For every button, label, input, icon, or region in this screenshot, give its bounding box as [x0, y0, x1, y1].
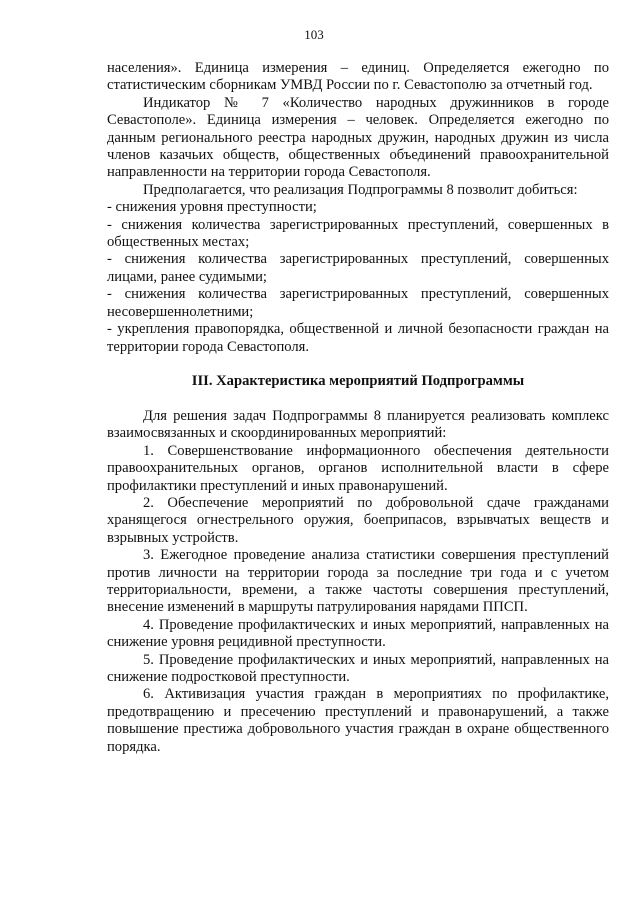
paragraph: населения». Единица измерения – единиц. Определяется ежегодно по статистическим сборникам УМВД России по г. Севастополю за отчетный год. — [107, 60, 609, 94]
list-item: - снижения уровня преступности; — [107, 199, 317, 216]
measure-item-3: 3. Ежегодное проведение анализа статистики совершения преступлений против личности на территории города за последние три года и с учетом территориальности, времени, а также частоты совершения преступлений, внесение изменений в маршруты патрулирования нарядами ППСП. — [107, 547, 609, 616]
measure-item-5: 5. Проведение профилактических и иных мероприятий, направленных на снижение подростковой преступности. — [107, 651, 609, 685]
measure-item-2: 2. Обеспечение мероприятий по добровольной сдаче гражданами хранящегося огнестрельного оружия, боеприпасов, взрывчатых веществ и взрывных устройств. — [107, 494, 609, 546]
page-number: 103 — [304, 27, 324, 42]
measure-item-1: 1. Совершенствование информационного обеспечения деятельности правоохранительных органов, органов исполнительной власти в сфере профилактики преступлений и иных правонарушений. — [107, 442, 609, 494]
paragraph-expected-results: Предполагается, что реализация Подпрограммы 8 позволит добиться: — [143, 181, 578, 198]
list-item: - снижения количества зарегистрированных преступлений, совершенных несовершеннолетними; — [107, 286, 609, 320]
document-body — [107, 60, 609, 756]
measure-item-4: 4. Проведение профилактических и иных мероприятий, направленных на снижение уровня рецидивной преступности. — [107, 616, 609, 651]
paragraph-indicator-7: Индикатор № 7 «Количество народных дружинников в городе Севастополе». Единица измерения – человек. Определяется ежегодно по данным регионального реестра народных дружин, народных дружин из числа членов казачьих обществ, общественных объединений правоохранительной направленности на территории города Севастополя. — [107, 94, 609, 181]
list-item: - снижения количества зарегистрированных преступлений, совершенных лицами, ранее судимыми; — [107, 251, 609, 285]
list-item: - снижения количества зарегистрированных преступлений, совершенных в общественных местах; — [107, 216, 609, 251]
measure-item-6: 6. Активизация участия граждан в мероприятиях по профилактике, предотвращению и пресечению преступлений и правонарушений, а также повышение престижа добровольного участия граждан в охране общественного порядка. — [107, 686, 609, 755]
list-item: - укрепления правопорядка, общественной и личной безопасности граждан на территории города Севастополя. — [107, 321, 609, 355]
paragraph-intro: Для решения задач Подпрограммы 8 планируется реализовать комплекс взаимосвязанных и скоординированных мероприятий: — [107, 407, 609, 442]
section-heading: III. Характеристика мероприятий Подпрограммы — [191, 372, 525, 389]
